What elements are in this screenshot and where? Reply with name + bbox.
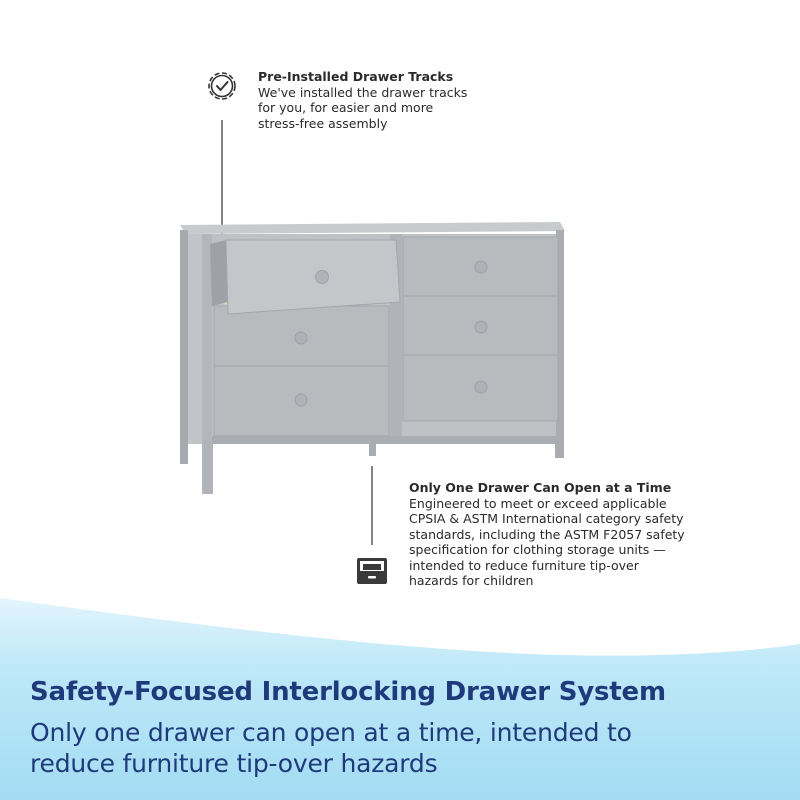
open-drawer-icon <box>357 558 387 584</box>
dresser-leg <box>180 440 188 464</box>
callout-body-line: intended to reduce furniture tip-over <box>409 557 639 573</box>
dresser-leg <box>555 440 563 458</box>
dresser-illustration <box>180 222 565 494</box>
callout-body-line: We've installed the drawer tracks <box>258 84 468 100</box>
drawer-left-top-open <box>210 240 400 314</box>
callout-body-line: stress-free assembly <box>258 115 388 131</box>
dresser-leg <box>369 440 376 456</box>
callout-title: Pre-Installed Drawer Tracks <box>258 69 454 84</box>
callout-body-line: Engineered to meet or exceed applicable <box>409 495 667 511</box>
callout-title: Only One Drawer Can Open at a Time <box>409 480 672 495</box>
banner-headline: Safety-Focused Interlocking Drawer System <box>30 677 666 707</box>
callout-body-line: specification for clothing storage units — <box>409 542 666 557</box>
gear-check-icon <box>209 73 235 99</box>
callout-body-line: standards, including the ASTM F2057 safety <box>409 526 685 542</box>
callout-body-line: CPSIA & ASTM International category safety <box>409 511 684 526</box>
dresser-left-post <box>180 230 188 464</box>
banner-subtext-line: Only one drawer can open at a time, intended to <box>30 718 632 747</box>
callout-body-line: for you, for easier and more <box>258 100 434 115</box>
banner-subtext-line: reduce furniture tip-over hazards <box>30 749 438 778</box>
callout-body-line: hazards for children <box>409 573 534 588</box>
dresser-top <box>180 222 565 234</box>
banner-subtext <box>30 717 790 779</box>
dresser-leg <box>204 440 213 494</box>
callout-drawer-tracks <box>258 69 518 131</box>
callout-one-drawer <box>409 480 729 589</box>
